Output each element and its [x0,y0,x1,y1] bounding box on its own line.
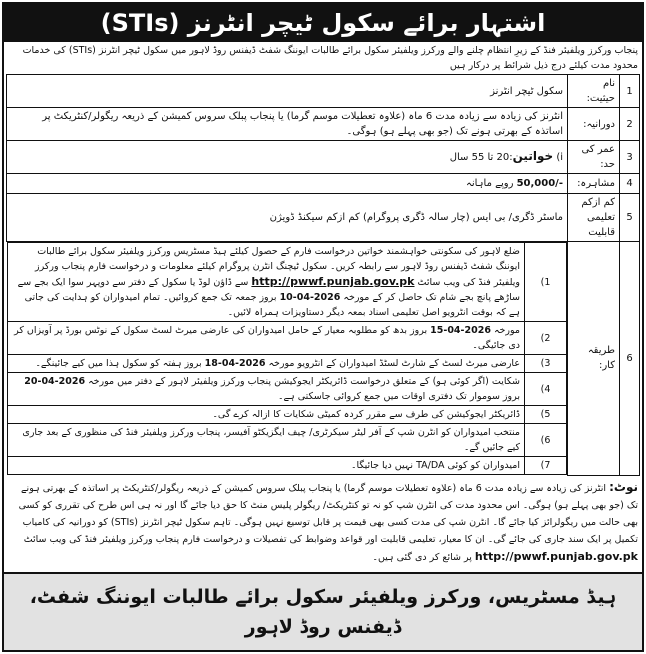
value-bold: خواتین [512,149,554,163]
item-text [7,373,525,406]
list-item [7,373,567,406]
row-number: 6 [620,242,640,476]
item-text [7,322,525,355]
item-date: 18-04-2026 [204,358,266,369]
row-label: مشاہرہ: [568,174,620,194]
list-item [7,243,567,322]
item-text-c: بروز سوموار تک دفتری اوقات میں جمع کروائی جاسکتی ہے۔ [277,391,520,402]
value-text: :20 تا 55 سال [449,152,513,163]
row-number: 4 [620,174,640,194]
row-label: کم ازکم تعلیمی قابلیت [568,194,620,242]
item-text-b: سے ڈاؤن لوڈ یا سکول کے دفتر سے دوپہر سوا ایک بجے سے ساڑھے پانچ بجے شام تک حاصل کر کے مورخہ [17,277,520,303]
footer-signature: ہیڈ مسٹریس، ورکرز ویلفیئر سکول برائے طالبات ایوننگ شفٹ، ڈیفنس روڈ لاہور [4,572,642,650]
table-row [7,194,640,242]
item-text-c: بروز بدھ کو مطلوبہ معیار کے حامل امیدواران کی عارضی میرٹ لسٹ سکول کے نوٹس بورڈ پر آویزاں کر دی جائیگی۔ [14,325,520,351]
item-date: 15-04-2026 [430,325,491,336]
table-row [7,174,640,194]
website-link[interactable]: http://pwwf.punjab.gov.pk [474,549,638,563]
item-number: (1 [525,243,567,322]
item-text-a: شکایت (اگر کوئی ہو) کے متعلق درخواست ڈائریکٹر ایجوکیشن پنجاب ورکرز ویلفیئر لاہور کے دفتر میں مورخہ [88,376,520,387]
item-text-c: بروز جمعہ تک جمع کروائیں۔ تمام امیدواران کو ہدایت کی جاتی ہے کہ بوقت انٹرویو اصل تعلیمی اسناد بمعہ دیگر دستاویزات ہمراہ لائیں۔ [24,292,520,318]
item-text: ڈائریکٹر ایجوکیشن کی طرف سے مقرر کردہ کمیٹی شکایات کا ازالہ کرے گی۔ [7,406,525,424]
table-row [7,75,640,108]
row-value: ماسٹر ڈگری/ بی ایس (چار سالہ ڈگری پروگرام) کم ازکم سیکنڈ ڈویژن [7,194,568,242]
terms-table [6,74,640,476]
item-text: منتخب امیدواران کو انٹرن شپ کے آفر لیٹر سیکرٹری/ چیف ایگزیکٹو آفیسر، پنجاب ورکرز ویلفیئر فنڈ کی منظوری کے بعد جاری کیے جائیں گے۔ [7,424,525,457]
procedure-list [7,242,568,475]
value-prefix: i) [556,152,563,163]
list-item [7,355,567,373]
item-number: (6 [525,424,567,457]
item-text [7,243,525,322]
item-number: (4 [525,373,567,406]
row-value [7,141,568,174]
list-item [7,424,567,457]
advertisement [2,2,644,652]
item-text [7,355,525,373]
item-text-a: ضلع لاہور کی سکونتی خواہشمند خواتین درخواست فارم کے حصول کیلئے ہیڈ مسٹریس ورکرز ویلفیئر سکول برائے طالبات ایوننگ شفٹ ڈیفنس روڈ لاہور سے رابطہ کریں۔ سکول ٹیچنگ انٹرن پروگرام کیلئے معلومات و درخواست فارم پنجاب ورکرز ویلفیئر فنڈ کی ویب سائٹ [35,246,520,288]
row-number: 2 [620,108,640,141]
list-item [7,322,567,355]
row-value: سکول ٹیچر انٹرنز [7,75,568,108]
row-label: طریقہ کار: [568,242,620,476]
row-label: دورانیہ: [568,108,620,141]
salary-amount: 50,000/- [516,178,563,189]
intro-text: پنجاب ورکرز ویلفیئر فنڈ کے زیرِ انتظام چلنے والے ورکرز ویلفیئر سکول برائے طالبات ایوننگ شفٹ ڈیفنس روڈ لاہور میں سکول ٹیچر انٹرنز (STIs) کی خدمات محدود مدت کیلئے درج ذیل شرائط پر درکار ہیں [22,45,638,71]
row-number: 1 [620,75,640,108]
item-number: (3 [525,355,567,373]
table-row [7,108,640,141]
website-link[interactable]: http://pwwf.punjab.gov.pk [251,275,415,288]
table-row [7,141,640,174]
item-text-c: بروز ہفتہ کو سکول ہذا میں کیے جائینگے۔ [35,358,202,369]
row-number: 3 [620,141,640,174]
row-value [7,174,568,194]
note-label: نوٹ: [609,479,638,494]
item-number: (2 [525,322,567,355]
item-number: (7 [525,457,567,475]
note-text-end: پر شائع کر دی گئی ہیں۔ [372,551,472,563]
note-text: انٹرنز کی زیادہ سے زیادہ مدت 6 ماہ (علاوہ تعطیلات موسم گرما) یا پنجاب پبلک سروس کمیشن کے ذریعہ ریگولر/کنٹریکٹ پر اساتذہ کے بھرتی ہونے تک (جو بھی پہلے ہو) ہوگی۔ اس محدود مدت کی انٹرن شپ کو نہ تو کنٹریکٹ/ ریگولر پلیس منٹ کا حق دیا جائے گا اور نہ ہی اس طرح کی تقرری کو کسی بھی حالت میں ریگولرائز کیا جائے گا۔ انٹرن شپ کی مدت کسی بھی قیمت پر قابل توسیع نہیں ہوگی۔ تاہم سکول ٹیچر انٹرنز (STIs) کو دورانیہ کی کامیاب تکمیل پر ایک سند جاری کی جائے گی۔ ان کا معیار، تعلیمی قابلیت اور قواعد وضوابط کی تفصیلات و درخواست فارم پنجاب ورکرز ویلفیئر فنڈ کی ویب سائٹ [18,482,638,545]
row-number: 5 [620,194,640,242]
item-date: 10-04-2026 [279,292,341,303]
item-text-a: عارضی میرٹ لسٹ کے شارٹ لسٹڈ امیدواران کے انٹرویو مورخہ [268,358,520,369]
note-section [4,476,642,570]
item-number: (5 [525,406,567,424]
list-item [7,457,567,475]
list-item [7,406,567,424]
ad-title: اشتہار برائے سکول ٹیچر انٹرنز (STIs) [4,4,642,42]
row-label: عمر کی حد: [568,141,620,174]
item-date: 20-04-2026 [24,376,86,387]
item-text-a: مورخہ [493,325,520,336]
table-row-procedure [7,242,640,476]
item-text: امیدواران کو کوئی TA/DA نہیں دیا جائیگا۔ [7,457,525,475]
value-text: روپے ماہانہ [465,178,514,189]
row-label: نام حیثیت: [568,75,620,108]
row-value: انٹرنز کی زیادہ سے زیادہ مدت 6 ماہ (علاوہ تعطیلات موسم گرما) یا پنجاب پبلک سروس کمیشن کے ذریعہ ریگولر/کنٹریکٹ پر اساتذہ کے بھرتی ہونے تک (جو بھی پہلے ہو) ہوگی۔ [7,108,568,141]
